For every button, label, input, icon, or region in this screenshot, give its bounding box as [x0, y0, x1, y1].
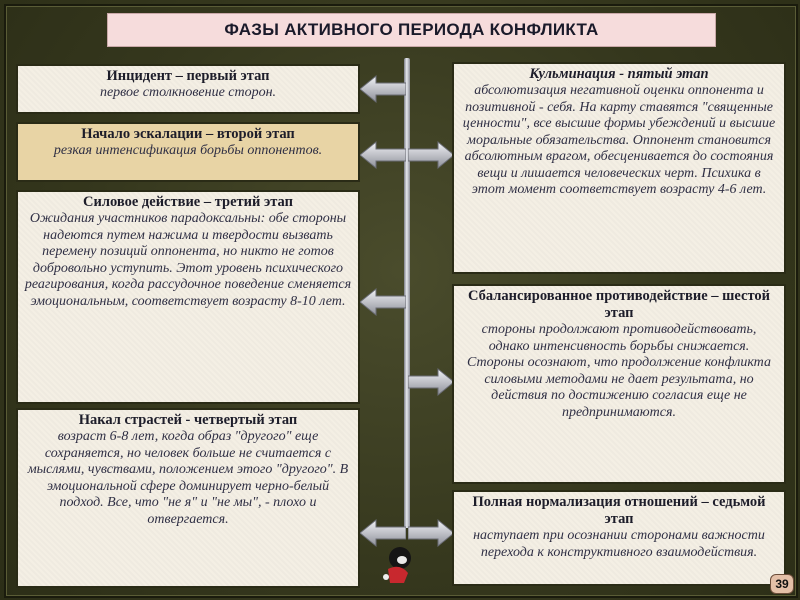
stage-5-text: абсолютизация негативной оценки оппонента и позитивной - себя. На карту ставятся "священные ценности", все высшие формы убеждений и высшие моральные обязательства. Оппонент становится абсолютным врагом, обесценивается до состояния вещи и лишается человеческих черт. Психика в этот момент соответствует возрасту 4-6 лет. [462, 83, 776, 198]
page-number: 39 [770, 574, 794, 594]
arrow-icon [408, 367, 454, 397]
arrow-icon [408, 518, 454, 548]
arrow-icon [408, 140, 454, 170]
stage-2-text: резкая интенсификация борьбы оппонентов. [53, 143, 323, 159]
stage-4-text: возраст 6-8 лет, когда образ "другого" еще сохраняется, но человек больше не считается с мыслями, чувствами, положением этого "другого". В эмоциональной сфере доминирует черно-белый подход. Все, что "не я" и "не мы", - плохо и отвергается. [27, 429, 349, 527]
stage-card-2 [16, 122, 360, 182]
stage-5-heading: Кульминация - пятый этап [529, 66, 709, 82]
stage-7-heading: Полная нормализация отношений – седьмой этап [472, 494, 766, 528]
arrow-icon [360, 287, 406, 317]
arrow-icon [360, 74, 406, 104]
arrow-icon [360, 518, 406, 548]
stage-1-text: первое столкновение сторон. [99, 85, 277, 101]
stage-3-text: Ожидания участников парадоксальны: обе стороны надеются путем нажима и твердости вызвать перемену позиций оппонента, но никто не готов добровольно уступить. Этот уровень психического реагирования, когда рассудочное поведение сменяется эмоциональным, соответствует возрасту 8-10 лет. [24, 211, 352, 309]
stage-7-text: наступает при осознании сторонами важности перехода к конструктивного взаимодействия. [473, 528, 765, 560]
stage-card-3 [16, 190, 360, 404]
thinking-figure-icon [380, 545, 416, 585]
stage-6-heading: Сбалансированное противодействие – шестой этап [467, 288, 770, 322]
stage-3-heading: Силовое действие – третий этап [83, 194, 293, 210]
stage-card-4 [16, 408, 360, 588]
stage-card-5 [452, 62, 786, 274]
stage-6-text: стороны продолжают противодействовать, однако интенсивность борьбы снижается. Стороны осознают, что продолжение конфликта силовыми методами не дает результата, но действия по достижению согласия еще не предпринимаются. [467, 322, 771, 420]
stage-4-heading: Накал страстей - четвертый этап [78, 412, 298, 428]
stage-card-7 [452, 490, 786, 586]
stage-card-1 [16, 64, 360, 114]
slide-title: ФАЗЫ АКТИВНОГО ПЕРИОДА КОНФЛИКТА [107, 13, 716, 47]
stage-2-heading: Начало эскалации – второй этап [81, 126, 295, 142]
stage-card-6 [452, 284, 786, 484]
arrow-icon [360, 140, 406, 170]
stage-1-heading: Инцидент – первый этап [106, 68, 270, 84]
